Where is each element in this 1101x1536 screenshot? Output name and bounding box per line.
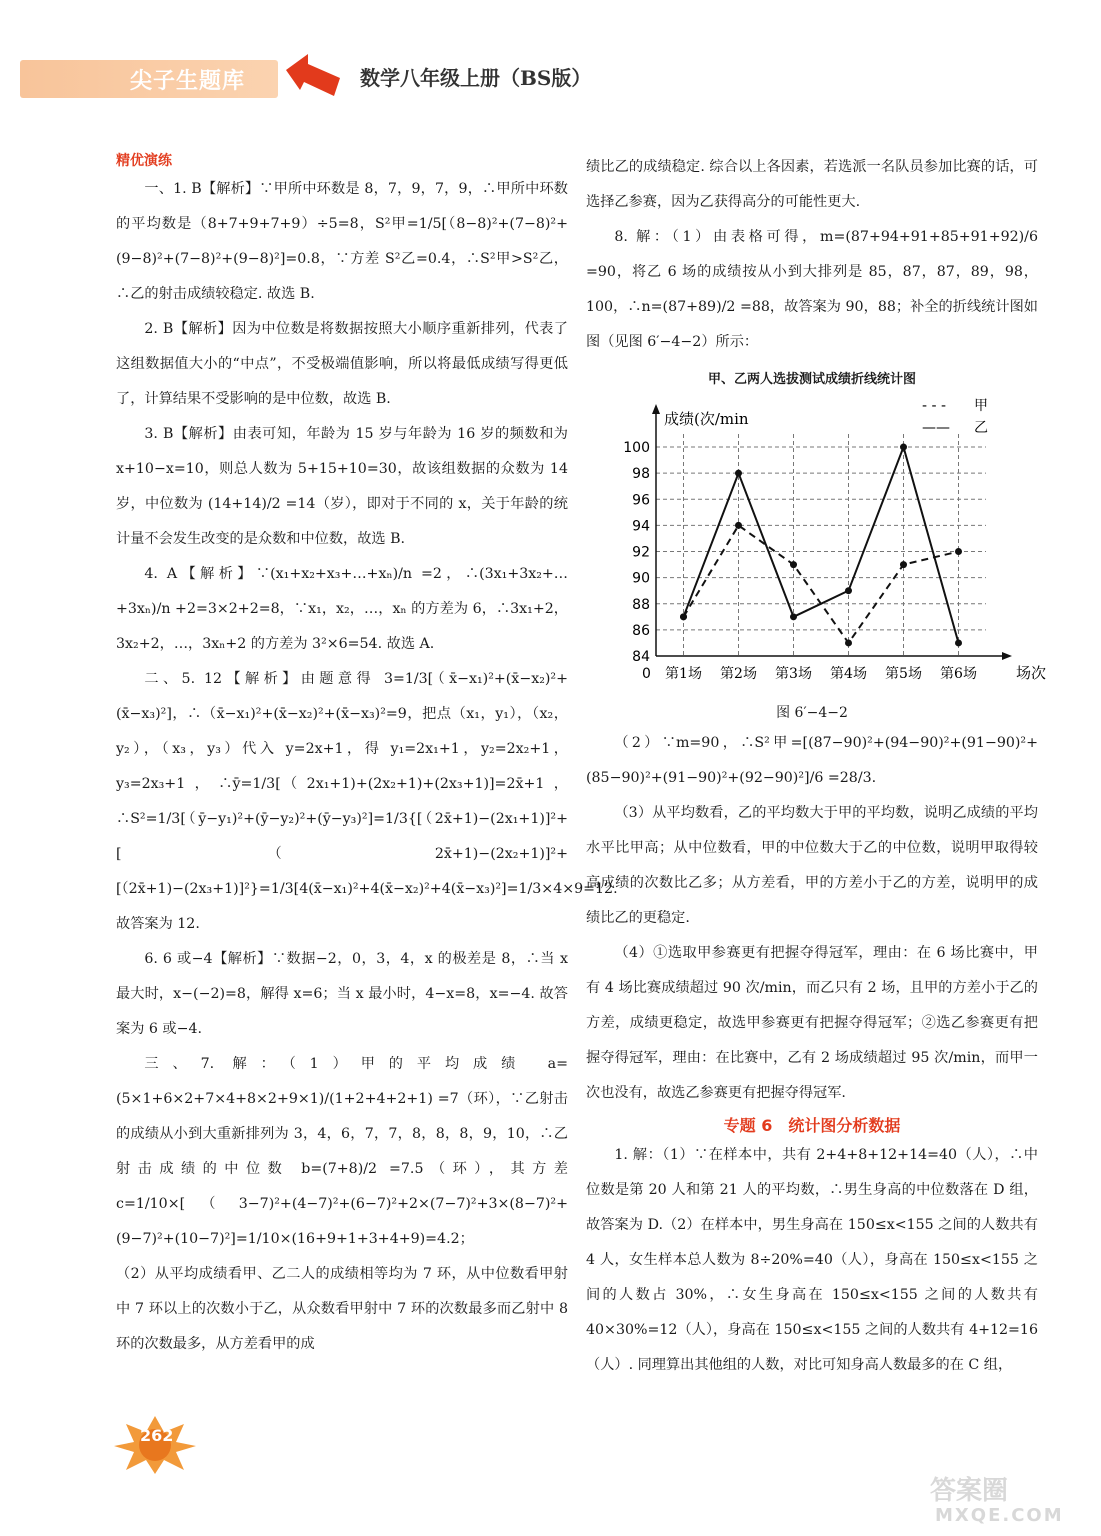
brand-title: 尖子生题库 [130, 69, 246, 94]
answer-paragraph: （4）①选取甲参赛更有把握夺得冠军，理由：在 6 场比赛中，甲有 4 场比赛成绩超过 90 次/min，而乙只有 2 场，且甲的方差小于乙的方差，成绩更稳定，故选甲参赛更有把握夺得冠军；②选乙参赛更有把握夺得冠军，理由：在比赛中，乙有 2 场成绩超过 95 次/min，而甲一次也没有，故选乙参赛更有把握夺得冠军. [586, 945, 1038, 1101]
x-tick-label: 第6场 [940, 666, 977, 682]
data-point [900, 561, 907, 568]
right-column [586, 150, 1047, 1383]
y-tick-label: 96 [632, 492, 650, 509]
series-line-jia [684, 525, 959, 643]
series-line-yi [684, 447, 959, 643]
legend-solid-sample: —— [922, 420, 950, 436]
y-tick-label: 100 [623, 440, 650, 457]
legend-label-yi: 乙 [974, 420, 988, 436]
data-point [790, 613, 797, 620]
origin-label: 0 [642, 666, 651, 682]
answer-paragraph: 8. 解：（1）由表格可得，m=(87+94+91+85+91+92)/6 =90，将乙 6 场的成绩按从小到大排列是 85，87，87，89，98，100，∴n=(87+89)/2 =88，故答案为 90，88；补全的折线统计图如图（见图 6′−4−2）所示： [586, 229, 1038, 350]
answer-paragraph: 3. B【解析】由表可知，年龄为 15 岁与年龄为 16 岁的频数和为 x+10−x=10，则总人数为 5+15+10=30，故该组数据的众数为 14 岁，中位数为 (14+14)/2 =14（岁），即对于不同的 x，关于年龄的统计量不会发生改变的是众数和中位数，故选 B. [116, 426, 568, 547]
chart-title: 甲、乙两人选拔测试成绩折线统计图 [707, 372, 916, 387]
watermark: 答案圈 [930, 1476, 1009, 1506]
answer-paragraph: （3）从平均数看，乙的平均数大于甲的平均数，说明乙成绩的平均水平比甲高；从中位数看，甲的中位数大于乙的中位数，说明甲取得较高成绩的次数比乙多；从方差看，甲的方差小于乙的方差，说明甲的成绩比乙的更稳定. [586, 805, 1038, 926]
page-number: 262 [140, 1426, 174, 1445]
x-tick-label: 第2场 [720, 666, 757, 682]
data-point [900, 444, 907, 451]
x-tick-label: 第4场 [830, 666, 867, 682]
watermark-url: MXQE.COM [935, 1505, 1064, 1526]
left-column [116, 150, 618, 1362]
data-point [955, 548, 962, 555]
y-tick-label: 90 [632, 570, 650, 587]
y-tick-label: 88 [632, 596, 650, 613]
y-axis-arrow [652, 404, 660, 414]
y-tick-label: 86 [632, 622, 650, 639]
line-chart [586, 366, 1047, 696]
data-point [845, 587, 852, 594]
y-tick-label: 84 [632, 649, 650, 665]
data-point [735, 522, 742, 529]
answer-paragraph: （2）从平均成绩看甲、乙二人的成绩相等均为 7 环，从中位数看甲射中 7 环以上的次数小于乙，从众数看甲射中 7 环的次数最多而乙射中 8 环的次数最多，从方差看甲的成 [116, 1266, 568, 1352]
legend-label-jia: 甲 [974, 398, 988, 414]
data-point [845, 639, 852, 646]
y-tick-label: 92 [632, 544, 650, 561]
answer-paragraph: 2. B【解析】因为中位数是将数据按照大小顺序重新排列，代表了这组数据值大小的“中点”，不受极端值影响，所以将最低成绩写得更低了，计算结果不受影响的是中位数，故选 B. [116, 321, 568, 407]
book-title: 数学八年级上册（BS版） [360, 66, 592, 90]
answer-paragraph: 绩比乙的成绩稳定. 综合以上各因素，若选派一名队员参加比赛的话，可选择乙参赛，因为乙获得高分的可能性更大. [586, 159, 1038, 210]
data-point [680, 613, 687, 620]
y-axis-label: 成绩(次/min [664, 410, 749, 428]
data-point [790, 561, 797, 568]
y-tick-label: 98 [632, 466, 650, 483]
x-axis-label: 场次 [1016, 664, 1047, 682]
data-point [955, 639, 962, 646]
section-title: 精优演练 [116, 153, 172, 169]
answer-paragraph: （2）∵m=90，∴S²甲=[(87−90)²+(94−90)²+(91−90)²+(85−90)²+(91−90)²+(92−90)²]/6 =28/3. [586, 735, 1038, 786]
answer-paragraph: 4. A【解析】∵(x₁+x₂+x₃+…+xₙ)/n =2，∴(3x₁+3x₂+…+3xₙ)/n +2=3×2+2=8，∵x₁，x₂，…，xₙ 的方差为 6，∴3x₁+2，3x₂+2，…，3xₙ+2 的方差为 3²×6=54. 故选 A. [116, 566, 568, 652]
x-tick-label: 第5场 [885, 666, 922, 682]
x-axis-arrow [1002, 652, 1012, 660]
x-tick-label: 第1场 [665, 666, 702, 682]
arrow-icon [282, 52, 346, 104]
data-point [735, 470, 742, 477]
x-tick-label: 第3场 [775, 666, 812, 682]
y-tick-label: 94 [632, 518, 650, 535]
figure-label: 图 6′−4−2 [776, 705, 848, 721]
answer-paragraph: 三、7. 解：（1）甲的平均成绩 a=(5×1+6×2+7×4+8×2+9×1)/(1+2+4+2+1) =7（环），∵乙射击的成绩从小到大重新排列为 3，4，6，7，7，8，8，8，9，10，∴乙射击成绩的中位数 b=(7+8)/2 =7.5（环），其方差 c=1/10×[（3−7)²+(4−7)²+(6−7)²+2×(7−7)²+3×(8−7)²+(9−7)²+(10−7)²]=1/10×(16+9+1+3+4+9)=4.2； [116, 1056, 568, 1247]
chart-svg [586, 394, 1047, 694]
answer-paragraph: 二、5. 12【解析】由题意得 3=1/3[（x̄−x₁)²+(x̄−x₂)²+(x̄−x₃)²]，∴（x̄−x₁)²+(x̄−x₂)²+(x̄−x₃)²=9，把点（x₁，y₁），（x₂，y₂），（x₃，y₃）代入 y=2x+1，得 y₁=2x₁+1，y₂=2x₂+1，y₃=2x₃+1，∴ȳ=1/3[（2x₁+1)+(2x₂+1)+(2x₃+1)]=2x̄+1，∴S²=1/3[（ȳ−y₁)²+(ȳ−y₂)²+(ȳ−y₃)²]=1/3{[（2x̄+1)−(2x₁+1)]²+[（2x̄+1)−(2x₂+1)]²+[（2x̄+1)−(2x₃+1)]²}=1/3[4(x̄−x₁)²+4(x̄−x₂)²+4(x̄−x₃)²]=1/3×4×9=12. 故答案为 12. [116, 671, 618, 932]
answer-paragraph: 1. 解：（1）∵在样本中，共有 2+4+8+12+14=40（人），∴中位数是第 20 人和第 21 人的平均数，∴男生身高的中位数落在 D 组，故答案为 D.（2）在样本中，男生身高在 150≤x<155 之间的人数共有 4 人，女生样本总人数为 8÷20%=40（人），身高在 150≤x<155 之间的人数占 30%，∴女生身高在 150≤x<155 之间的人数共有 40×30%=12（人），身高在 150≤x<155 之间的人数共有 4+12=16（人）. 同理算出其他组的人数，对比可知身高人数最多的在 C 组， [586, 1147, 1038, 1373]
answer-paragraph: 6. 6 或−4【解析】∵数据−2，0，3，4，x 的极差是 8，∴当 x 最大时，x−(−2)=8，解得 x=6；当 x 最小时，4−x=8，x=−4. 故答案为 6 或−4. [116, 951, 568, 1037]
topic-heading: 专题 6 统计图分析数据 [723, 1116, 901, 1135]
answer-paragraph: 一、1. B【解析】∵甲所中环数是 8，7，9，7，9，∴甲所中环数的平均数是（8+7+9+7+9）÷5=8，S²甲=1/5[（8−8)²+(7−8)²+(9−8)²+(7−8)²+(9−8)²]=0.8，∵方差 S²乙=0.4，∴S²甲>S²乙，∴乙的射击成绩较稳定. 故选 B. [116, 181, 568, 302]
legend-dash-sample: - - - [922, 398, 947, 414]
